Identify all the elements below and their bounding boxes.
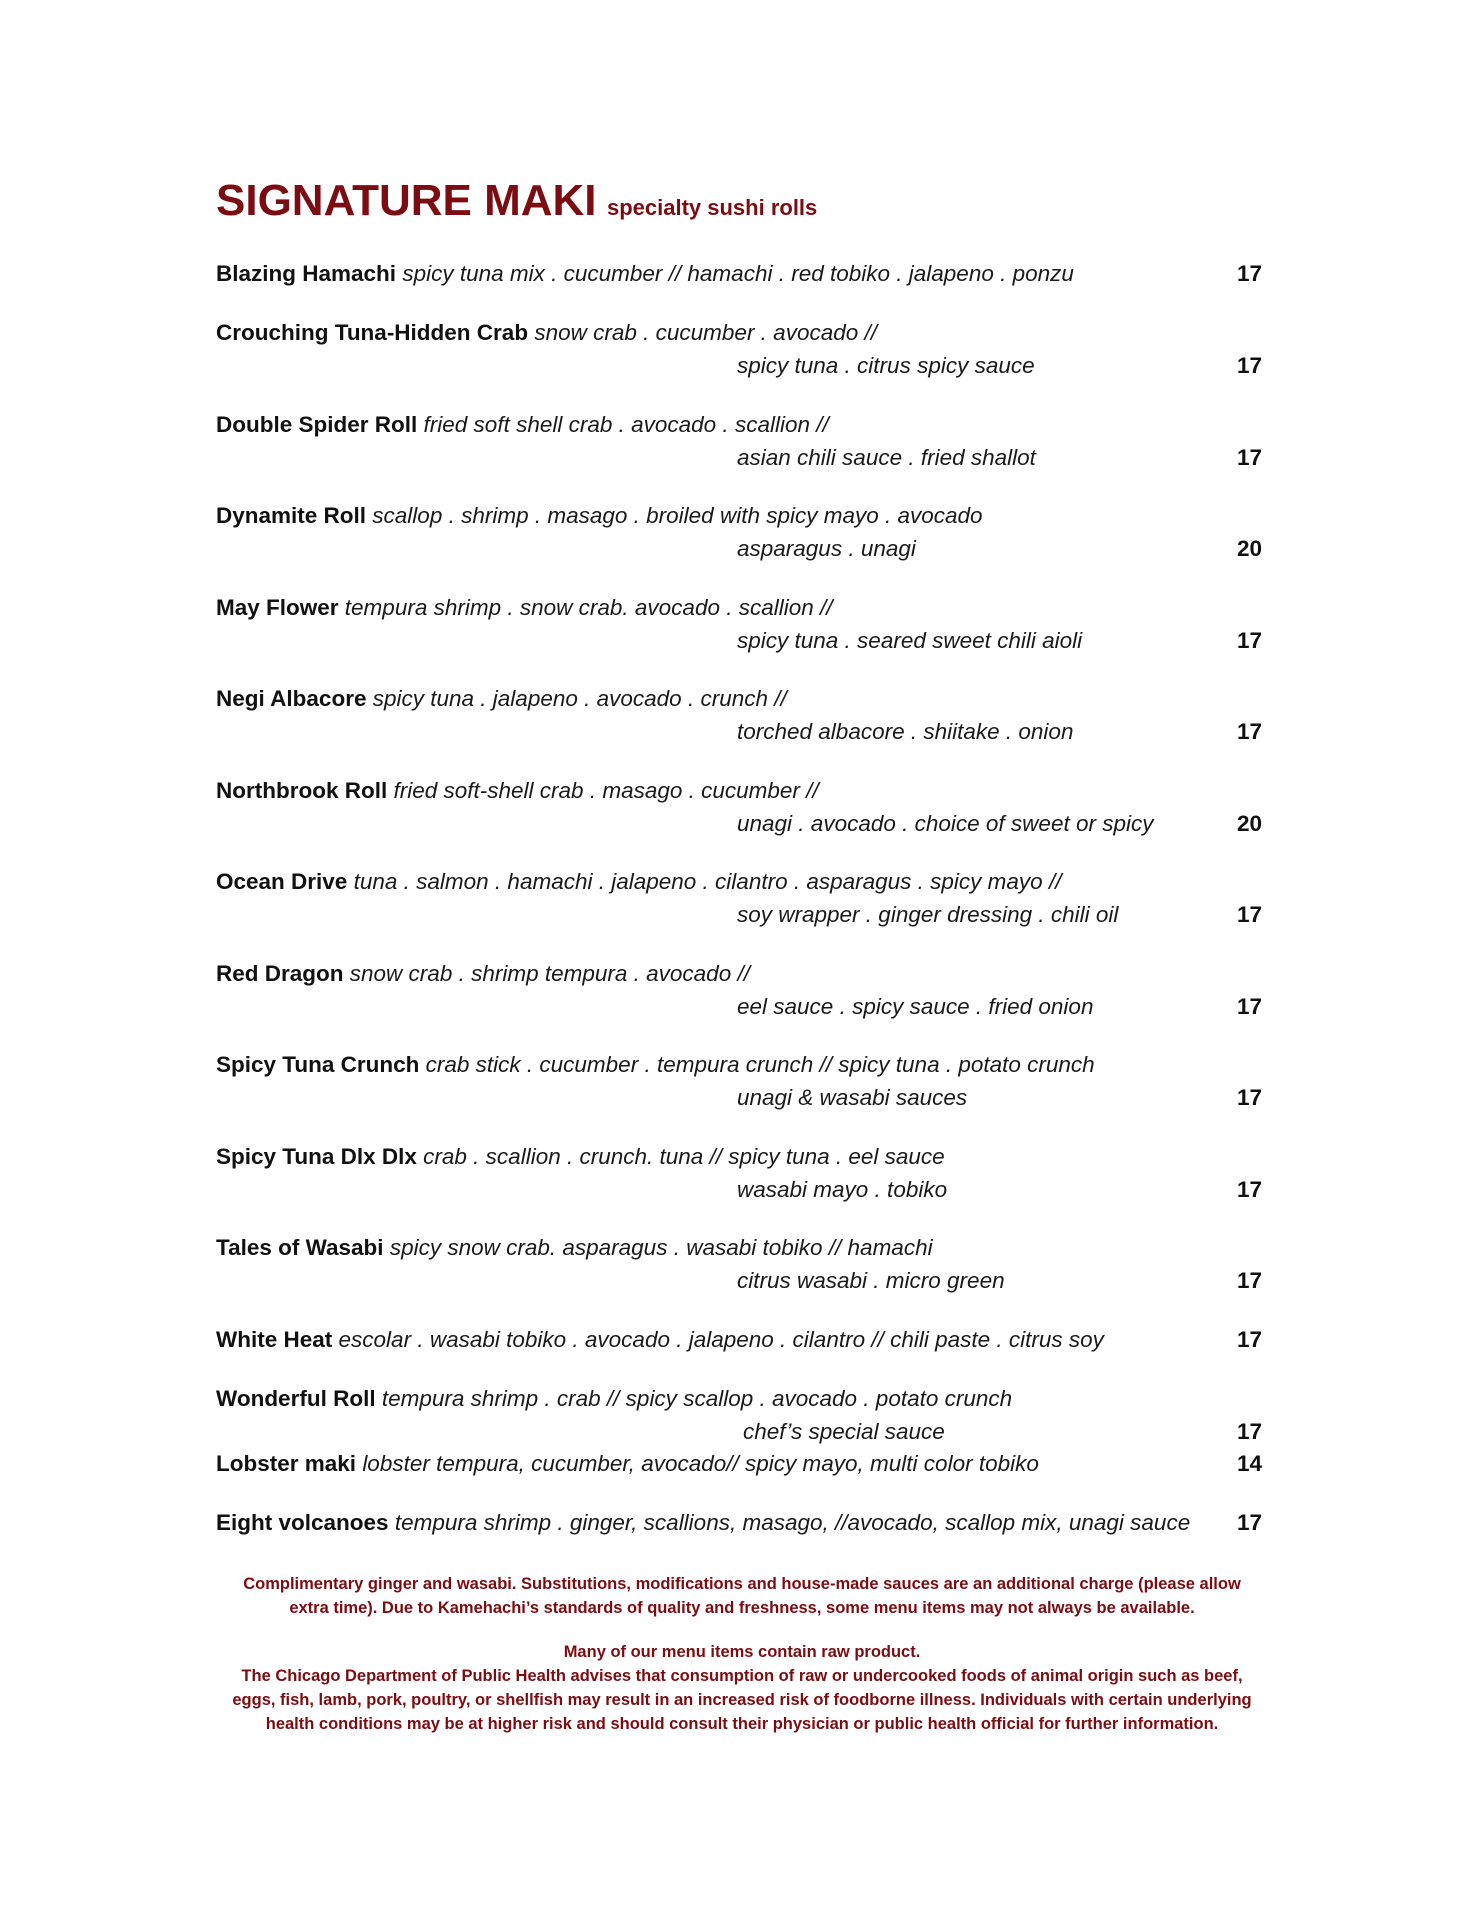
menu-item-name-line <box>216 684 787 714</box>
note-line: eggs, fish, lamb, pork, poultry, or shellfish may result in an increased risk of foodborne illness. Individuals with certain underlying <box>232 1691 1252 1709</box>
menu-item-description: lobster tempura, cucumber, avocado// spicy mayo, multi color tobiko <box>362 1451 1039 1476</box>
menu-item-description-continued: unagi & wasabi sauces <box>737 1085 968 1110</box>
menu-item-price: 17 <box>1236 628 1262 653</box>
menu-item-price: 17 <box>1236 1268 1262 1293</box>
menu-item-description: snow crab . shrimp tempura . avocado // <box>349 961 750 986</box>
menu-item-description: snow crab . cucumber . avocado // <box>534 320 878 345</box>
menu-item-name-line <box>216 1142 945 1172</box>
menu-item-description: crab . scallion . crunch. tuna // spicy tuna . eel sauce <box>423 1144 945 1169</box>
menu-item-name: Tales of Wasabi <box>216 1235 384 1260</box>
menu-item-name: Double Spider Roll <box>216 412 418 437</box>
menu-item-description: crab stick . cucumber . tempura crunch // spicy tuna . potato crunch <box>425 1052 1095 1077</box>
menu-item-price: 17 <box>1236 1419 1262 1444</box>
menu-item-name-line <box>216 259 1074 289</box>
menu-item-name-line <box>216 776 819 806</box>
menu-item-name-line <box>216 1449 1039 1479</box>
menu-item-price: 20 <box>1236 536 1262 561</box>
menu-item-price: 17 <box>1236 1085 1262 1110</box>
menu-title <box>216 176 817 226</box>
menu-item-description: fried soft-shell crab . masago . cucumber // <box>393 778 819 803</box>
menu-item-price: 14 <box>1236 1451 1262 1476</box>
menu-item-name: Northbrook Roll <box>216 778 388 803</box>
menu-item-price: 17 <box>1236 1327 1262 1352</box>
menu-item-name: Negi Albacore <box>216 686 367 711</box>
section-subtitle: specialty sushi rolls <box>606 195 818 220</box>
menu-item-description-continued: soy wrapper . ginger dressing . chili oil <box>737 902 1119 927</box>
menu-item-description-continued: torched albacore . shiitake . onion <box>737 719 1074 744</box>
note-line: The Chicago Department of Public Health advises that consumption of raw or undercooked foods of animal origin such as beef, <box>241 1667 1243 1685</box>
menu-item-description-continued: asparagus . unagi <box>737 536 916 561</box>
menu-item-name-line <box>216 1325 1104 1355</box>
menu-item-description-continued: wasabi mayo . tobiko <box>737 1177 948 1202</box>
menu-item-price: 17 <box>1236 1510 1262 1535</box>
menu-item-price: 17 <box>1236 719 1262 744</box>
menu-item-name: Eight volcanoes <box>216 1510 389 1535</box>
menu-item-description: tuna . salmon . hamachi . jalapeno . cilantro . asparagus . spicy mayo // <box>353 869 1062 894</box>
menu-item-description: fried soft shell crab . avocado . scallion // <box>423 412 829 437</box>
menu-item-name-line <box>216 1233 933 1263</box>
menu-item-price: 17 <box>1236 353 1262 378</box>
note-line: Many of our menu items contain raw product. <box>563 1643 921 1661</box>
menu-item-name-line <box>216 410 829 440</box>
menu-item-name: Lobster maki <box>216 1451 357 1476</box>
menu-item-name: Spicy Tuna Crunch <box>216 1052 420 1077</box>
section-title: SIGNATURE MAKI <box>216 176 597 225</box>
menu-item-name-line <box>216 959 750 989</box>
menu-item-price: 17 <box>1236 902 1262 927</box>
menu-item-name-line <box>216 867 1061 897</box>
menu-item-description-continued: spicy tuna . seared sweet chili aioli <box>737 628 1083 653</box>
menu-item-description-continued: spicy tuna . citrus spicy sauce <box>737 353 1035 378</box>
menu-item-description-continued: chef’s special sauce <box>743 1419 945 1444</box>
menu-item-description-continued: eel sauce . spicy sauce . fried onion <box>737 994 1094 1019</box>
menu-item-name-line <box>216 501 983 531</box>
menu-item-name-line <box>216 593 833 623</box>
menu-item-price: 17 <box>1236 1177 1262 1202</box>
menu-item-name-line <box>216 1384 1012 1414</box>
menu-item-name: Dynamite Roll <box>216 503 367 528</box>
menu-item-name: May Flower <box>216 595 339 620</box>
menu-item-description: spicy snow crab. asparagus . wasabi tobiko // hamachi <box>389 1235 933 1260</box>
menu-item-name: Wonderful Roll <box>216 1386 376 1411</box>
menu-item-description-continued: unagi . avocado . choice of sweet or spicy <box>737 811 1154 836</box>
menu-item-description-continued: asian chili sauce . fried shallot <box>737 445 1036 470</box>
menu-item-name-line <box>216 1508 1190 1538</box>
health-advisory-note <box>216 1640 1268 1736</box>
menu-item-name: Red Dragon <box>216 961 344 986</box>
menu-item-description-continued: citrus wasabi . micro green <box>737 1268 1005 1293</box>
menu-item-price: 17 <box>1236 445 1262 470</box>
menu-item-description: tempura shrimp . ginger, scallions, masago, //avocado, scallop mix, unagi sauce <box>394 1510 1191 1535</box>
menu-item-description: tempura shrimp . crab // spicy scallop . avocado . potato crunch <box>381 1386 1013 1411</box>
menu-item-price: 17 <box>1236 994 1262 1019</box>
menu-item-name: Spicy Tuna Dlx Dlx <box>216 1144 417 1169</box>
menu-item-name: Ocean Drive <box>216 869 348 894</box>
menu-item-description: spicy tuna mix . cucumber // hamachi . red tobiko . jalapeno . ponzu <box>402 261 1074 286</box>
menu-item-price: 20 <box>1236 811 1262 836</box>
menu-item-description: spicy tuna . jalapeno . avocado . crunch // <box>372 686 787 711</box>
menu-item-description: tempura shrimp . snow crab. avocado . scallion // <box>344 595 833 620</box>
menu-item-name: White Heat <box>216 1327 333 1352</box>
menu-item-description: escolar . wasabi tobiko . avocado . jalapeno . cilantro // chili paste . citrus soy <box>338 1327 1104 1352</box>
menu-item-name: Blazing Hamachi <box>216 261 397 286</box>
note-line: Complimentary ginger and wasabi. Substitutions, modifications and house-made sauces are an additional charge (please allow <box>243 1575 1241 1593</box>
menu-item-name-line <box>216 1050 1095 1080</box>
menu-item-price: 17 <box>1236 261 1262 286</box>
menu-item-description: scallop . shrimp . masago . broiled with spicy mayo . avocado <box>372 503 983 528</box>
menu-item-name: Crouching Tuna-Hidden Crab <box>216 320 529 345</box>
note-line: extra time). Due to Kamehachi’s standards of quality and freshness, some menu items may not always be available. <box>289 1599 1195 1617</box>
complimentary-note <box>216 1572 1268 1620</box>
note-line: health conditions may be at higher risk and should consult their physician or public health official for further information. <box>265 1715 1219 1733</box>
menu-item-name-line <box>216 318 877 348</box>
